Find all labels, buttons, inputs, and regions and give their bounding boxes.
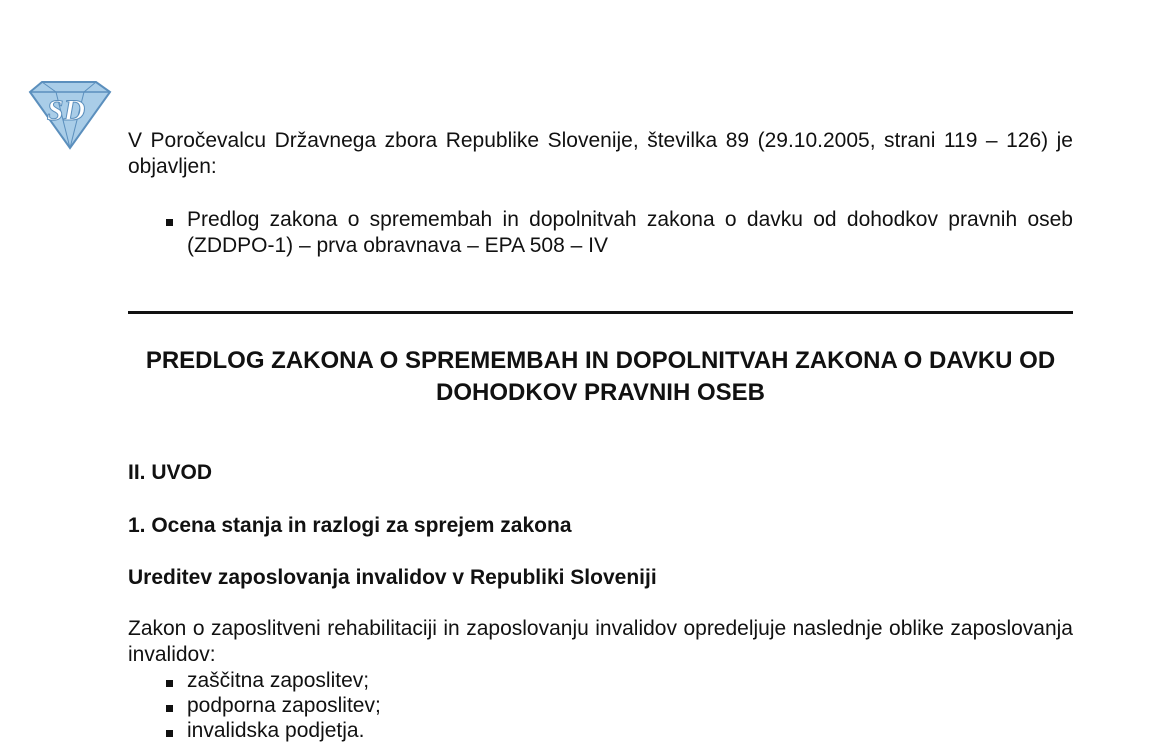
- list-item: [128, 668, 1073, 693]
- publication-list: [128, 207, 1073, 259]
- employment-forms-list: [128, 668, 1073, 743]
- svg-text:SD: SD: [46, 94, 86, 127]
- list-item: [128, 207, 1073, 259]
- list-item: [128, 718, 1073, 743]
- section-heading: II. UVOD: [128, 461, 213, 484]
- employment-form-label: zaščitna zaposlitev;: [187, 669, 370, 692]
- subsection-heading: 1. Ocena stanja in razlogi za sprejem zakona: [128, 514, 572, 537]
- diamond-logo-icon: [26, 80, 112, 150]
- bullet-square-icon: [166, 219, 173, 226]
- publication-label: Predlog zakona o spremembah in dopolnitvah zakona o davku od dohodkov pravnih oseb (ZDDPO-1) – prva obravnava – EPA 508 – IV: [187, 208, 1073, 257]
- bullet-square-icon: [166, 705, 173, 712]
- employment-form-label: podporna zaposlitev;: [187, 694, 381, 717]
- bullet-square-icon: [166, 730, 173, 737]
- body-paragraph: Zakon o zaposlitveni rehabilitaciji in zaposlovanju invalidov opredeljuje naslednje oblike zaposlovanja invalidov:: [128, 617, 1073, 666]
- bullet-square-icon: [166, 680, 173, 687]
- intro-paragraph: V Poročevalcu Državnega zbora Republike Slovenije, številka 89 (29.10.2005, strani 119 – 126) je objavljen:: [128, 129, 1073, 178]
- topic-heading: Ureditev zaposlovanja invalidov v Republiki Sloveniji: [128, 566, 657, 589]
- list-item: [128, 693, 1073, 718]
- employment-form-label: invalidska podjetja.: [187, 719, 365, 742]
- document-title: PREDLOG ZAKONA O SPREMEMBAH IN DOPOLNITVAH ZAKONA O DAVKU OD DOHODKOV PRAVNIH OSEB: [145, 347, 1056, 406]
- horizontal-divider: [128, 311, 1073, 314]
